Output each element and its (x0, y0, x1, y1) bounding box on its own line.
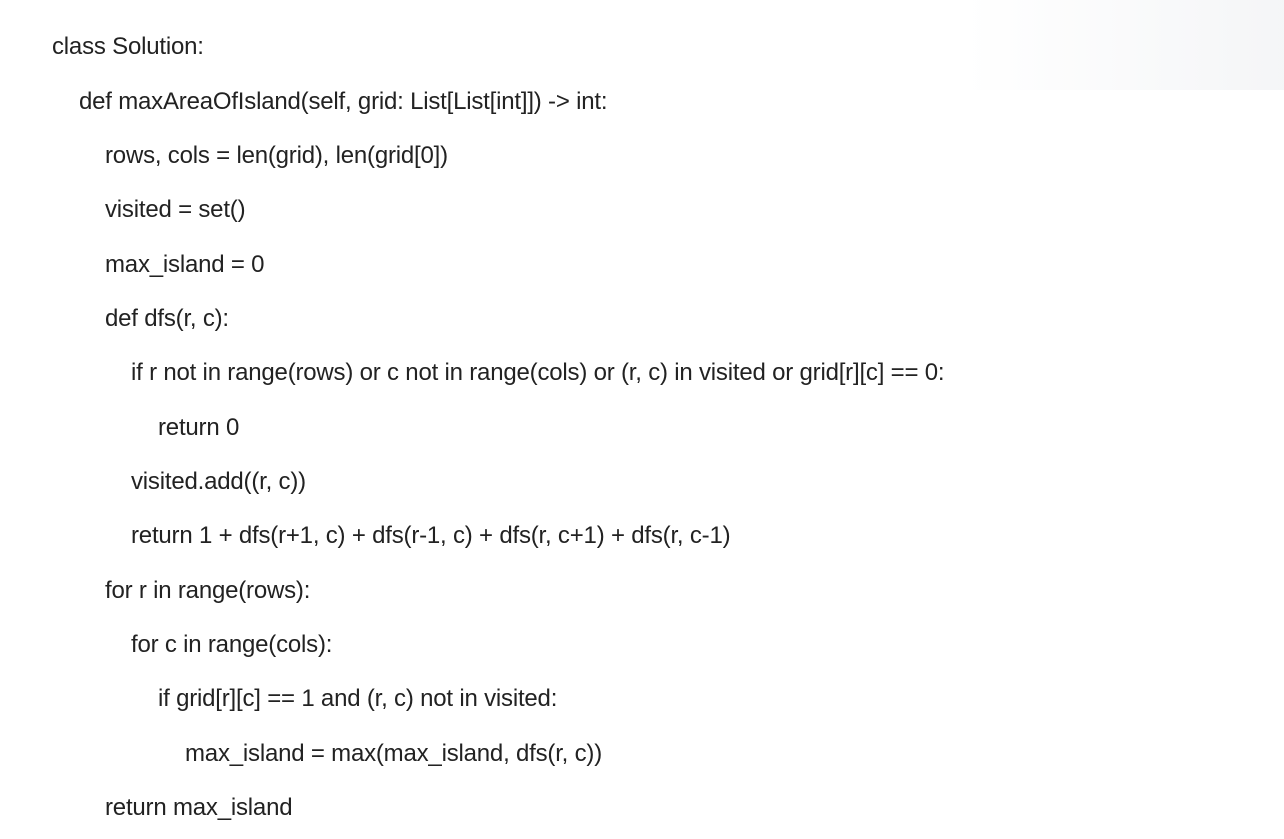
code-line: if r not in range(rows) or c not in range(cols) or (r, c) in visited or grid[r][c] == 0: (131, 359, 945, 386)
code-line: visited.add((r, c)) (131, 468, 306, 495)
code-line: return 0 (158, 414, 240, 441)
code-line: visited = set() (105, 196, 246, 223)
code-line: def dfs(r, c): (105, 305, 229, 332)
code-line: class Solution: (52, 33, 204, 60)
code-line: def maxAreaOfIsland(self, grid: List[List[int]]) -> int: (79, 88, 608, 115)
code-line: return 1 + dfs(r+1, c) + dfs(r-1, c) + dfs(r, c+1) + dfs(r, c-1) (131, 522, 731, 549)
code-line: if grid[r][c] == 1 and (r, c) not in visited: (158, 685, 558, 712)
code-line: max_island = max(max_island, dfs(r, c)) (185, 740, 603, 767)
code-line: rows, cols = len(grid), len(grid[0]) (105, 142, 448, 169)
code-line: max_island = 0 (105, 251, 265, 278)
code-line: return max_island (105, 794, 293, 821)
code-line: for c in range(cols): (131, 631, 333, 658)
code-line: for r in range(rows): (105, 577, 311, 604)
